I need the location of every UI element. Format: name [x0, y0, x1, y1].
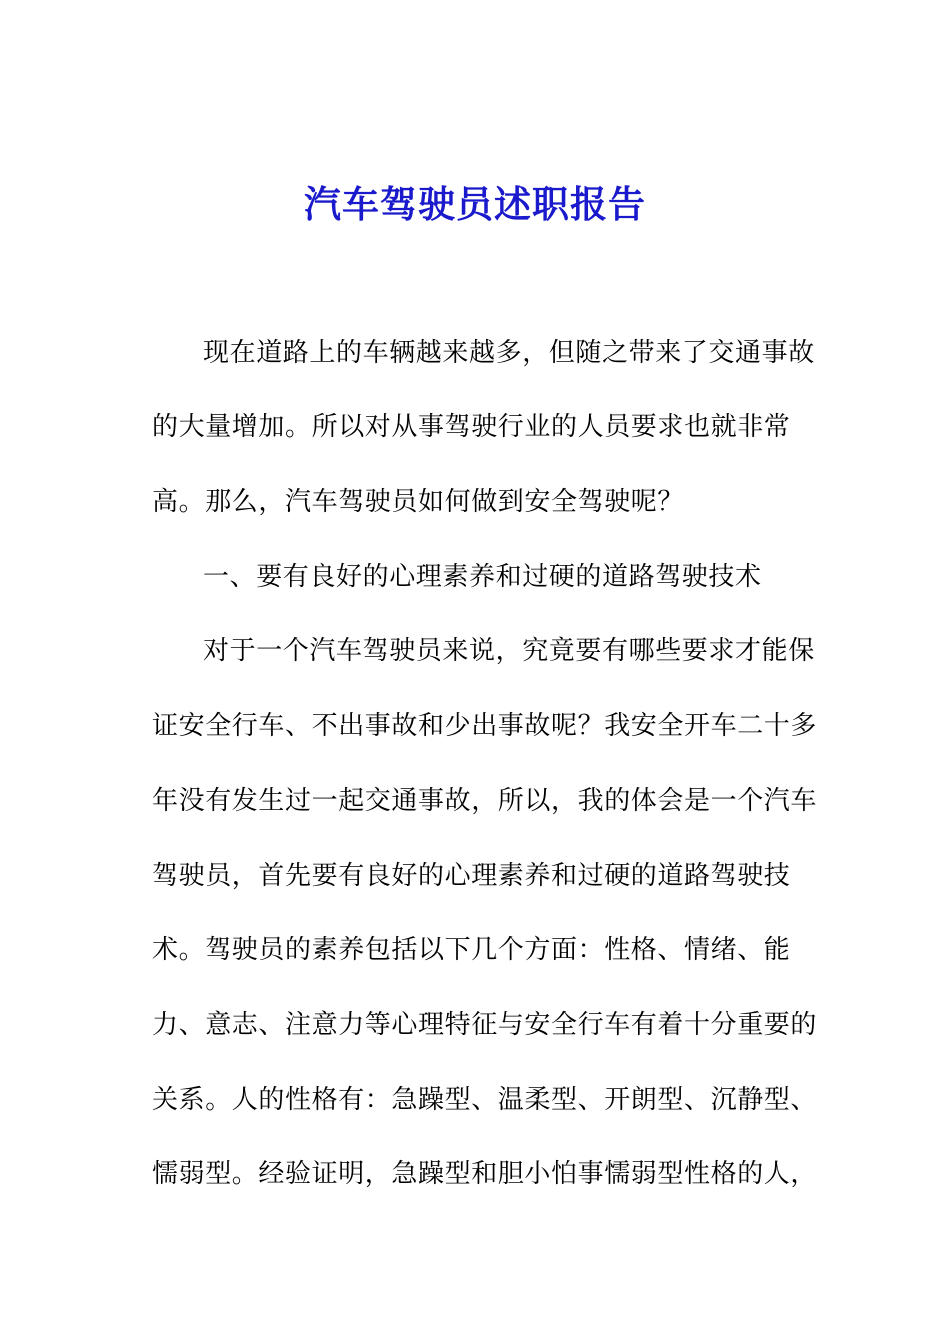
- paragraph-line: 对于一个汽车驾驶员来说，究竟要有哪些要求才能保: [203, 636, 815, 666]
- paragraph-line: 驾驶员，首先要有良好的心理素养和过硬的道路驾驶技: [152, 861, 791, 891]
- paragraph-line: 高。那么，汽车驾驶员如何做到安全驾驶呢？: [152, 487, 685, 517]
- document-title: 汽车驾驶员述职报告: [304, 182, 646, 226]
- paragraph-line: 的大量增加。所以对从事驾驶行业的人员要求也就非常: [152, 412, 791, 442]
- paragraph-line: 证安全行车、不出事故和少出事故呢？我安全开车二十多: [152, 711, 818, 741]
- paragraph-line: 力、意志、注意力等心理特征与安全行车有着十分重要的: [152, 1010, 818, 1040]
- paragraph-line: 术。驾驶员的素养包括以下几个方面：性格、情绪、能: [152, 935, 791, 965]
- section-heading: 一、要有良好的心理素养和过硬的道路驾驶技术: [203, 562, 762, 592]
- paragraph-line: 懦弱型。经验证明，急躁型和胆小怕事懦弱型性格的人，: [152, 1159, 818, 1189]
- paragraph-line: 关系。人的性格有：急躁型、温柔型、开朗型、沉静型、: [152, 1085, 818, 1115]
- paragraph-line: 年没有发生过一起交通事故，所以，我的体会是一个汽车: [152, 786, 818, 816]
- paragraph-line: 现在道路上的车辆越来越多，但随之带来了交通事故: [203, 338, 815, 368]
